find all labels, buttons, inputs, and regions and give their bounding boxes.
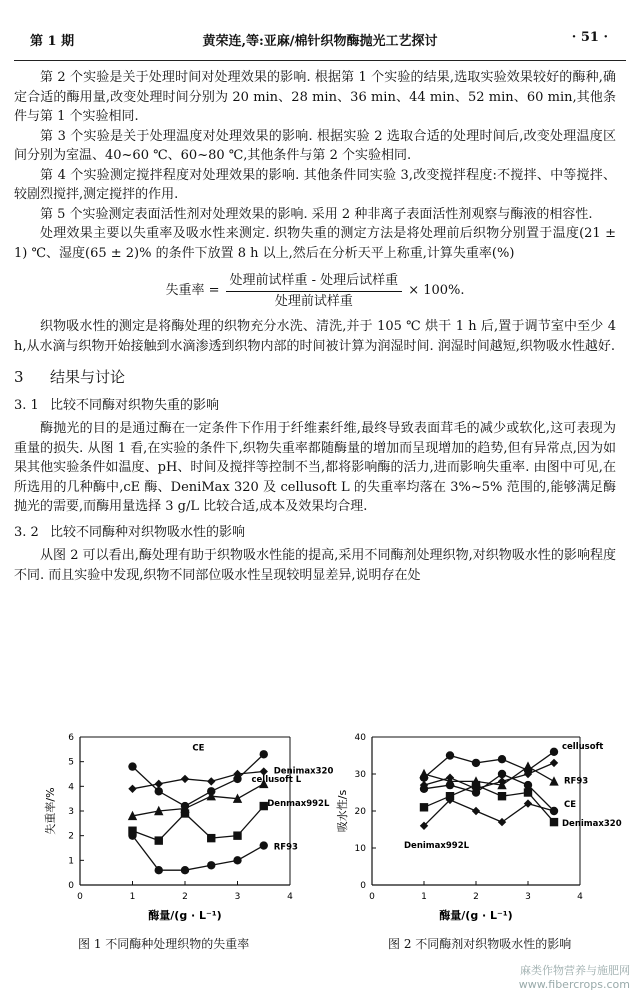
data-point (498, 792, 506, 800)
x-tick-label: 0 (369, 892, 375, 902)
subsection-title: 比较不同酶对织物失重的影响 (50, 397, 220, 413)
data-point (207, 834, 215, 842)
issue-number: 第 1 期 (30, 34, 75, 49)
figure-1-caption: 图 1 不同酶种处理织物的失重率 (78, 937, 250, 951)
header-rule (14, 60, 626, 61)
body-text (14, 68, 616, 585)
series-line (424, 752, 554, 778)
data-point (181, 866, 189, 874)
subsection-title: 比较不同酶种对织物吸水性的影响 (50, 524, 246, 540)
y-tick-label: 10 (354, 844, 366, 854)
data-point (523, 761, 532, 770)
series-line (133, 806, 264, 841)
data-point (446, 781, 454, 789)
series-label: RF93 (273, 842, 298, 853)
data-point (472, 759, 480, 767)
data-point (155, 780, 163, 788)
data-point (472, 788, 480, 796)
figure-2 (330, 725, 630, 965)
paragraph: 从图 2 可以看出,酶处理有助于织物吸水性能的提高,采用不同酶剂处理织物,对织物吸水性的影响程度不同. 而且实验中发现,织物不同部位吸水性呈现较明显差异,说明存在处 (14, 548, 616, 583)
data-point (128, 762, 136, 770)
data-point (498, 770, 506, 778)
formula-denominator: 处理前试样重 (274, 293, 353, 309)
figure-1 (40, 725, 340, 965)
watermark-line: www.fibercrops.com (518, 978, 630, 991)
chart-weight-loss (40, 725, 340, 930)
series-label: Denimax320 (273, 766, 334, 777)
x-tick-label: 1 (129, 892, 136, 902)
x-axis-label: 酶量/(g · L⁻¹) (439, 909, 513, 922)
figure-2-caption: 图 2 不同酶剂对织物吸水性的影响 (388, 937, 572, 951)
subsection-number: 3. 1 (14, 397, 39, 413)
data-point (550, 818, 558, 826)
data-point (260, 750, 268, 758)
data-point (446, 751, 454, 759)
x-tick-label: 0 (77, 892, 83, 902)
subsection-heading (14, 396, 616, 416)
data-point (233, 856, 241, 864)
data-point (472, 807, 480, 815)
series-line (424, 763, 554, 789)
paragraph: 第 3 个实验是关于处理温度对处理效果的影响. 根据实验 2 选取合适的处理时间后,改变处理温度区间分别为室温、40~60 ℃、60~80 ℃,其他条件与第 2 个实验相同. (14, 128, 616, 163)
y-tick-label: 1 (68, 856, 74, 867)
data-point (549, 776, 558, 785)
y-tick-label: 40 (354, 733, 366, 743)
data-point (524, 781, 532, 789)
chart-water-absorption (330, 725, 630, 930)
data-point (233, 831, 241, 839)
formula-rhs: × 100%. (408, 283, 465, 299)
y-tick-label: 0 (360, 881, 366, 891)
series-line (133, 772, 264, 789)
section-number: 3 (14, 368, 24, 386)
data-point (207, 777, 215, 785)
formula-lhs: 失重率 = (165, 283, 220, 299)
series-label: Denmax992L (267, 799, 330, 810)
data-point (181, 775, 189, 783)
figures (0, 725, 640, 965)
y-tick-label: 0 (68, 881, 74, 891)
y-axis-label: 失重率/% (44, 787, 57, 835)
data-point (155, 787, 163, 795)
data-point (524, 799, 532, 807)
data-point (498, 755, 506, 763)
section-title: 结果与讨论 (50, 368, 126, 386)
data-point (550, 759, 558, 767)
data-point (128, 785, 136, 793)
paragraph: 酶抛光的目的是通过酶在一定条件下作用于纤维素纤维,最终导致表面茸毛的减少或软化,这可表现为重量的损失. 从图 1 看,在实验的条件下,织物失重率都随酶量的增加而呈现增加的趋势,但有异常点,因为如果其他实验条件如温度、pH、时间及搅拌等控制不当,都将影响酶的活力,进而影响失重率. 由图中可见,在所选用的几种酶中,cE 酶、DeniMax 320 及 cellusoft L 的失重率均落在 3%~5% 范围的,能够满足酶抛光的需要,而酶用量选择 3 g/L 比较合适,成本及效果均合理. (14, 421, 616, 514)
formula-fraction (226, 271, 403, 311)
paragraph: 第 5 个实验测定表面活性剂对处理效果的影响. 采用 2 种非离子表面活性剂观察与酶液的相容性. (40, 206, 593, 222)
x-tick-label: 3 (525, 892, 531, 902)
x-tick-label: 4 (577, 892, 583, 902)
paragraph: 织物吸水性的测定是将酶处理的织物充分水洗、清洗,并于 105 ℃ 烘干 1 h 后,置于调节室中至少 4 h,从水滴与织物开始接触到水滴渗透到织物内部的时间被计算为润湿时间. 润湿时间越短,织物吸水性越好. (14, 319, 616, 354)
data-point (260, 841, 268, 849)
data-point (498, 818, 506, 826)
data-point (420, 803, 428, 811)
data-point (128, 831, 136, 839)
x-tick-label: 3 (234, 892, 241, 902)
subsection-heading (14, 523, 616, 543)
y-tick-label: 3 (68, 807, 74, 817)
paragraph: 第 2 个实验是关于处理时间对处理效果的影响. 根据第 1 个实验的结果,选取实验效果较好的酶种,确定合适的酶用量,改变处理时间分别为 20 min、28 min、36 min、44 min、52 min、60 min,其他条件与第 1 个实验相同. (14, 70, 616, 124)
paragraph: 第 4 个实验测定搅拌程度对处理效果的影响. 其他条件同实验 3,改变搅拌程度:不搅拌、中等搅拌、较剧烈搅拌,测定搅拌的作用. (14, 167, 616, 202)
data-point (155, 866, 163, 874)
series-line (424, 800, 554, 826)
y-tick-label: 20 (354, 807, 366, 817)
y-tick-label: 5 (68, 757, 74, 768)
data-point (207, 861, 215, 869)
data-point (550, 748, 558, 756)
subsection-number: 3. 2 (14, 524, 39, 540)
page-number: · 51 · (571, 30, 608, 45)
series-label: Denimax320 (562, 819, 622, 830)
data-point (420, 785, 428, 793)
data-point (472, 781, 480, 789)
running-title: 黄荣连,等:亚麻/棉针织物酶抛光工艺探讨 (202, 34, 438, 49)
formula-numerator: 处理前试样重 - 处理后试样重 (226, 271, 403, 292)
series-label: cellusoft L (251, 774, 302, 785)
series-label: Denimax992L (404, 840, 470, 851)
data-point (419, 769, 428, 778)
series-line (133, 836, 264, 871)
paragraph: 处理效果主要以失重率及吸水性来测定. 织物失重的测定方法是将处理前后织物分别置于温度(21 ± 1) ℃、湿度(65 ± 2)% 的条件下放置 8 h 以上,然后在分析天平上称重,计算失重率(%) (14, 226, 616, 261)
y-tick-label: 30 (354, 770, 366, 780)
x-tick-label: 2 (473, 892, 479, 902)
y-tick-label: 4 (68, 782, 74, 793)
x-tick-label: 1 (421, 892, 427, 902)
data-point (524, 788, 532, 796)
y-tick-label: 6 (68, 733, 74, 743)
series-line (424, 767, 554, 786)
data-point (181, 809, 189, 817)
watermark-line: 麻类作物营养与施肥网 (520, 964, 630, 977)
watermark (519, 964, 630, 992)
series-label: RF93 (564, 776, 589, 787)
data-point (155, 836, 163, 844)
y-tick-label: 2 (68, 831, 74, 842)
x-tick-label: 2 (182, 892, 188, 902)
y-axis-label: 吸水性/s (336, 789, 349, 833)
section-heading (14, 368, 616, 388)
series-label: CE (564, 800, 577, 810)
series-line (133, 784, 264, 816)
weight-loss-formula (14, 271, 616, 311)
series-label: CE (192, 743, 205, 754)
running-header (14, 30, 626, 52)
x-axis-label: 酶量/(g · L⁻¹) (148, 909, 222, 922)
x-tick-label: 4 (287, 892, 293, 902)
series-label: cellusoft (562, 741, 604, 752)
